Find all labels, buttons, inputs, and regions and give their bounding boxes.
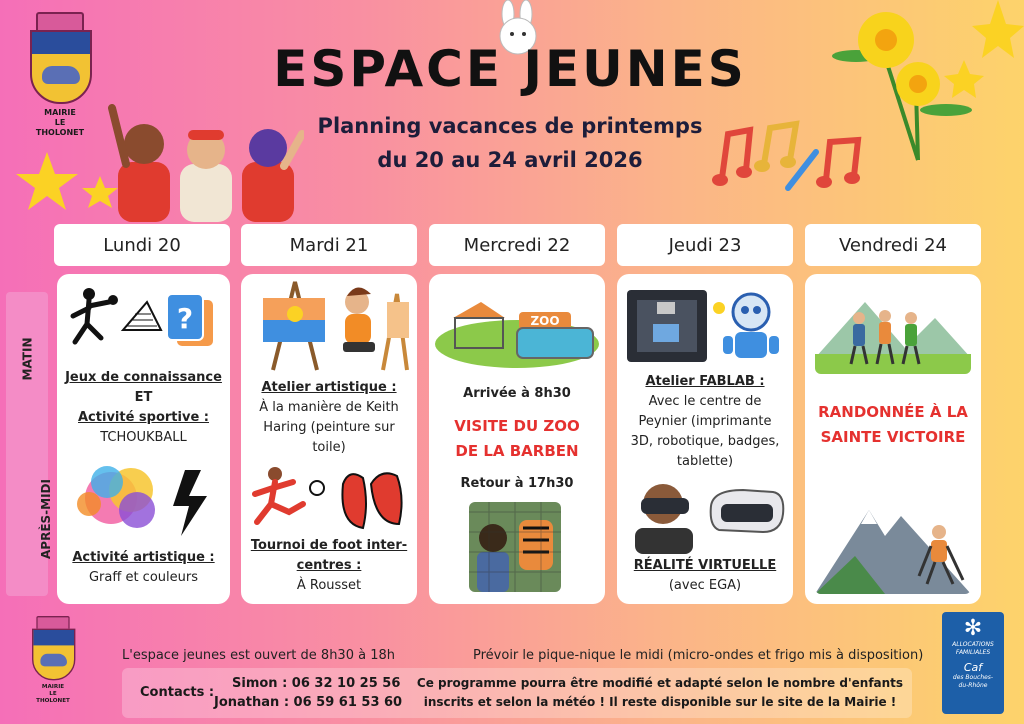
thursday-afternoon: [621, 556, 789, 596]
tuesday-morning: [245, 378, 413, 458]
stars-icon: [12, 150, 122, 220]
bear-icon: [40, 654, 67, 667]
monday-afternoon-title: Activité artistique :: [72, 550, 215, 565]
zoo-illustration: [433, 292, 601, 370]
hikers-illustration: [815, 288, 971, 374]
notice-line1: Ce programme pourra être modifié et adapté selon le nombre d'enfants: [416, 676, 904, 690]
wednesday-arrival: Arrivée à 8h30: [463, 386, 571, 401]
day-header-tuesday: Mardi 21: [241, 224, 417, 266]
wednesday-return: Retour à 17h30: [460, 476, 574, 491]
monday-afternoon-text: Graff et couleurs: [88, 570, 198, 585]
thursday-morning-title: Atelier FABLAB :: [645, 374, 765, 389]
day-header-thursday: Jeudi 23: [617, 224, 793, 266]
contact-jonathan: Jonathan : 06 59 61 53 60: [214, 695, 403, 710]
thursday-morning-text: Avec le centre de Peynier (imprimante 3D, robotique, badges, tablette): [630, 394, 780, 469]
monday-afternoon: [57, 548, 230, 588]
crest-tower-icon: [36, 616, 70, 629]
bear-icon: [42, 66, 80, 84]
contacts-label: Contacts :: [140, 685, 215, 700]
fablab-icon: [623, 284, 789, 370]
tchoukball-icon: [65, 282, 221, 368]
monday-morning: [57, 368, 230, 448]
tuesday-morning-title: Atelier artistique :: [261, 380, 397, 395]
day-card-tuesday: [241, 274, 417, 604]
vr-headset-icon: [623, 480, 789, 554]
mountain-hiker-illustration: [815, 496, 971, 594]
wednesday-content: [433, 384, 601, 494]
caf-logo: [942, 612, 1004, 714]
day-card-friday: [805, 274, 981, 604]
wednesday-main: VISITE DU ZOO DE LA BARBEN: [454, 417, 580, 460]
tiger-photo-illustration: [469, 502, 561, 592]
mairie-crest-bottom: [32, 616, 74, 704]
paint-splash-icon: [67, 452, 223, 542]
crest-caption: MAIRIE LE THOLONET: [35, 108, 85, 137]
zoo-sign-text: ZOO: [530, 314, 560, 328]
notice-line2: inscrits et selon la météo ! Il reste disponible sur le site de la Mairie !: [423, 695, 897, 709]
mairie-crest-top: [30, 12, 90, 138]
monday-morning-title1: Jeux de connaissance: [65, 370, 222, 385]
day-header-friday: Vendredi 24: [805, 224, 981, 266]
caf-line2: FAMILIALES: [955, 649, 991, 656]
period-label-morning: MATIN: [20, 337, 35, 381]
tuesday-morning-text: À la manière de Keith Haring (peinture sur toile): [259, 400, 399, 455]
friday-main: RANDONNÉE À LA SAINTE VICTOIRE: [818, 403, 968, 446]
football-icon: [249, 464, 409, 534]
date-range: du 20 au 24 avril 2026: [377, 148, 643, 172]
monday-morning-and: ET: [134, 390, 153, 405]
thursday-afternoon-title: RÉALITÉ VIRTUELLE: [633, 558, 777, 573]
caf-people-icon: ✻: [963, 616, 983, 641]
opening-hours: L'espace jeunes est ouvert de 8h30 à 18h: [122, 648, 395, 663]
crest-tower-icon: [36, 12, 84, 30]
monday-morning-title2: Activité sportive :: [78, 410, 209, 425]
contacts-box: [122, 668, 912, 718]
contact-simon: Simon : 06 32 10 25 56: [232, 676, 401, 691]
thursday-afternoon-text: (avec EGA): [668, 578, 742, 593]
page-title: ESPACE JEUNES: [273, 40, 747, 98]
svg-text:?: ?: [176, 302, 194, 335]
day-card-thursday: [617, 274, 793, 604]
crest-shield-icon: [30, 30, 92, 104]
monday-morning-text: TCHOUKBALL: [100, 430, 187, 445]
day-card-monday: [57, 274, 230, 604]
picnic-note: Prévoir le pique-nique le midi (micro-ondes et frigo mis à disposition): [473, 648, 924, 663]
crest-caption: MAIRIE LE THOLONET: [36, 683, 70, 704]
tuesday-afternoon-title: Tournoi de foot inter-centres :: [250, 538, 408, 573]
period-label-afternoon: APRÈS-MIDI: [38, 479, 53, 559]
friday-content: [817, 400, 969, 450]
thursday-morning: [621, 372, 789, 472]
crest-shield-icon: [32, 629, 75, 681]
caf-line1: ALLOCATIONS: [952, 641, 994, 648]
caf-name: Caf: [963, 661, 983, 674]
day-header-wednesday: Mercredi 22: [429, 224, 605, 266]
tuesday-afternoon-text: À Rousset: [296, 578, 362, 593]
tuesday-afternoon: [245, 536, 413, 596]
page-subtitle: Planning vacances de printemps: [317, 114, 703, 138]
day-header-monday: Lundi 20: [54, 224, 230, 266]
flowers-icon: [826, 0, 1024, 170]
painting-easel-icon: [251, 280, 411, 374]
period-band: [6, 292, 53, 596]
day-card-wednesday: [429, 274, 605, 604]
caf-region2: du-Rhône: [958, 682, 988, 689]
caf-region1: des Bouches-: [952, 674, 994, 681]
